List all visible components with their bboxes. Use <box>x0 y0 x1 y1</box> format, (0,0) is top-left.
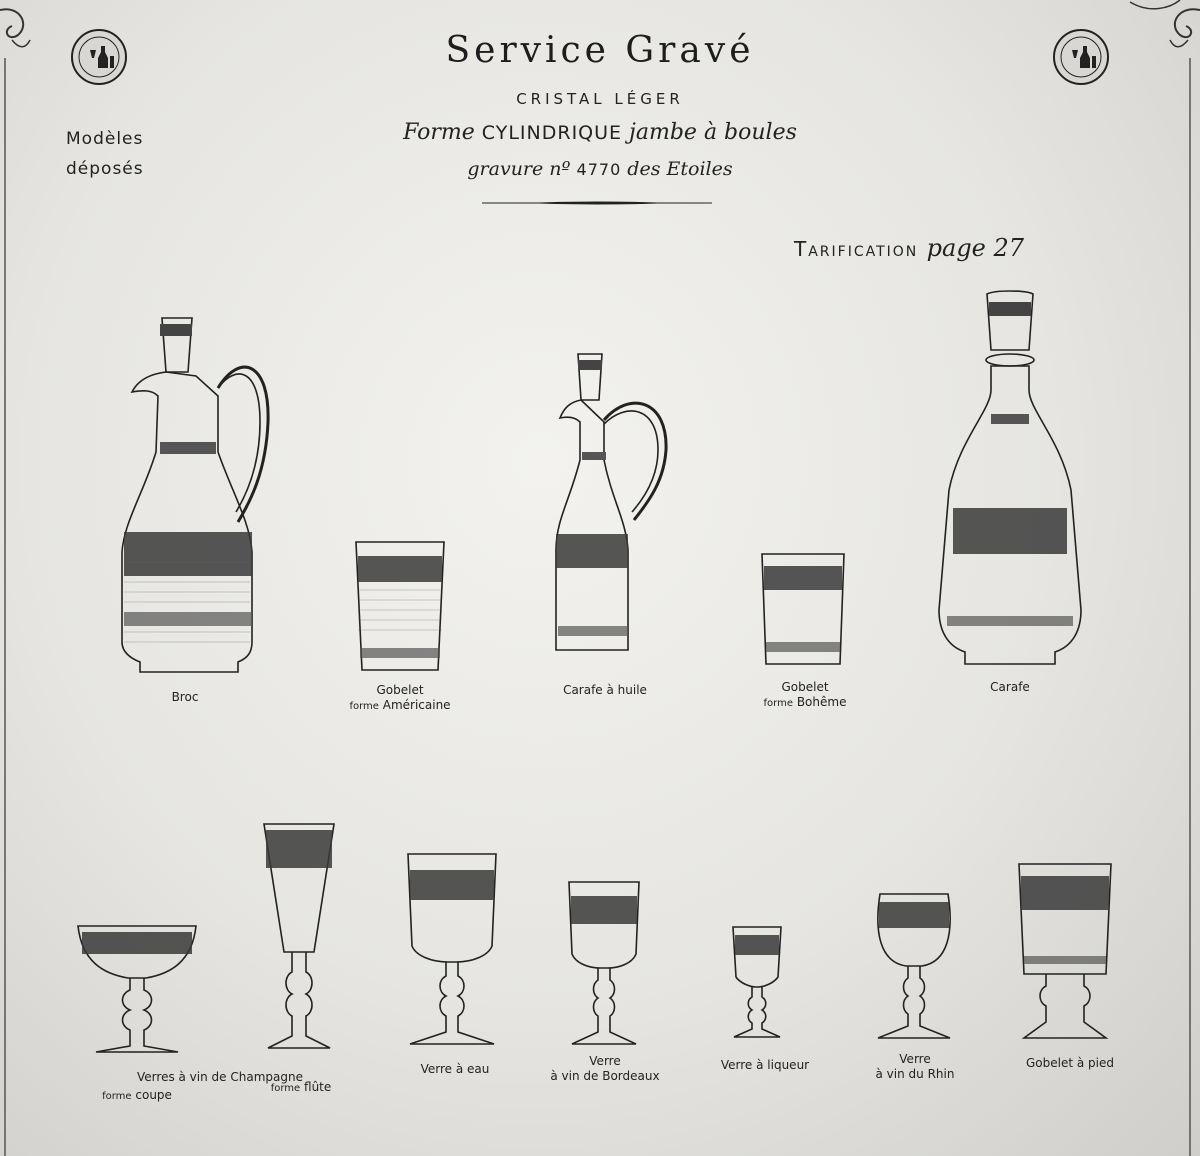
label-gobelet-boheme <box>745 680 865 711</box>
gobelet-pied-illustration <box>1016 862 1114 1046</box>
label-verre-bordeaux-line2: à vin de Bordeaux <box>550 1069 660 1083</box>
forme-name: CYLINDRIQUE <box>481 122 623 144</box>
broc-illustration <box>110 312 280 682</box>
gobelet-boheme-illustration <box>758 552 848 668</box>
label-coupe <box>92 1088 182 1104</box>
label-verre-rhin-line2: à vin du Rhin <box>875 1067 955 1081</box>
label-verre-liqueur-line1: Verre à liqueur <box>720 1058 810 1072</box>
label-flute <box>256 1080 346 1096</box>
label-broc-line1: Broc <box>171 690 199 704</box>
modeles-line1: Modèles <box>66 129 144 149</box>
verre-rhin-illustration <box>874 892 954 1044</box>
label-verre-bordeaux-line1: Verre <box>589 1054 621 1068</box>
modeles-deposes <box>66 124 144 184</box>
flute-illustration <box>262 822 336 1054</box>
label-carafe-line1: Carafe <box>990 680 1030 694</box>
tarif-label: Tarification <box>794 237 919 261</box>
label-champagne-line1: Verres à vin de Champagne <box>137 1070 303 1084</box>
gravure-line <box>0 158 1200 180</box>
label-gobelet-pied <box>1010 1056 1130 1071</box>
label-verre-liqueur <box>705 1058 825 1073</box>
coupe-illustration <box>76 922 198 1058</box>
label-broc <box>140 690 230 705</box>
label-verre-eau <box>400 1062 510 1077</box>
verre-eau-illustration <box>404 852 500 1050</box>
label-gobelet-boheme-prefix: forme <box>763 698 793 709</box>
modeles-line2: déposés <box>66 159 144 179</box>
label-gobelet-boheme-line1: Gobelet <box>781 680 829 694</box>
label-carafe-huile <box>545 683 665 698</box>
page-title: Service Gravé <box>445 30 755 71</box>
label-gobelet-americaine-line2: Américaine <box>382 698 451 712</box>
title-rule <box>482 200 712 206</box>
label-verre-rhin-line1: Verre <box>899 1052 931 1066</box>
label-flute-prefix: forme <box>270 1083 301 1094</box>
label-gobelet-americaine-prefix: forme <box>349 701 379 712</box>
label-verre-eau-line1: Verre à eau <box>420 1062 490 1076</box>
label-gobelet-boheme-line2: Bohême <box>796 695 847 709</box>
gravure-suffix: des Etoiles <box>627 158 733 180</box>
forme-line <box>0 120 1200 145</box>
label-verre-bordeaux <box>540 1054 670 1084</box>
tarif-page: page 27 <box>926 234 1025 262</box>
label-gobelet-americaine <box>340 683 460 714</box>
label-gobelet-americaine-line1: Gobelet <box>376 683 424 697</box>
verre-bordeaux-illustration <box>566 880 642 1052</box>
forme-word: Forme <box>403 120 475 145</box>
gravure-prefix: gravure nº <box>467 158 571 180</box>
label-carafe <box>960 680 1060 695</box>
forme-suffix: jambe à boules <box>629 120 797 145</box>
label-flute-name: flûte <box>304 1080 332 1094</box>
label-carafe-huile-line1: Carafe à huile <box>563 683 647 697</box>
verre-liqueur-illustration <box>730 925 784 1043</box>
page-subtitle: CRISTAL LÉGER <box>516 90 684 108</box>
carafe-illustration <box>935 290 1085 670</box>
label-gobelet-pied-line1: Gobelet à pied <box>1026 1056 1114 1070</box>
tarification <box>794 234 1024 262</box>
gravure-number: 4770 <box>576 160 622 179</box>
label-coupe-prefix: forme <box>102 1091 132 1102</box>
gobelet-americaine-illustration <box>350 540 450 675</box>
carafe-huile-illustration <box>550 350 680 670</box>
label-verre-rhin <box>860 1052 970 1082</box>
label-coupe-name: coupe <box>135 1088 172 1102</box>
